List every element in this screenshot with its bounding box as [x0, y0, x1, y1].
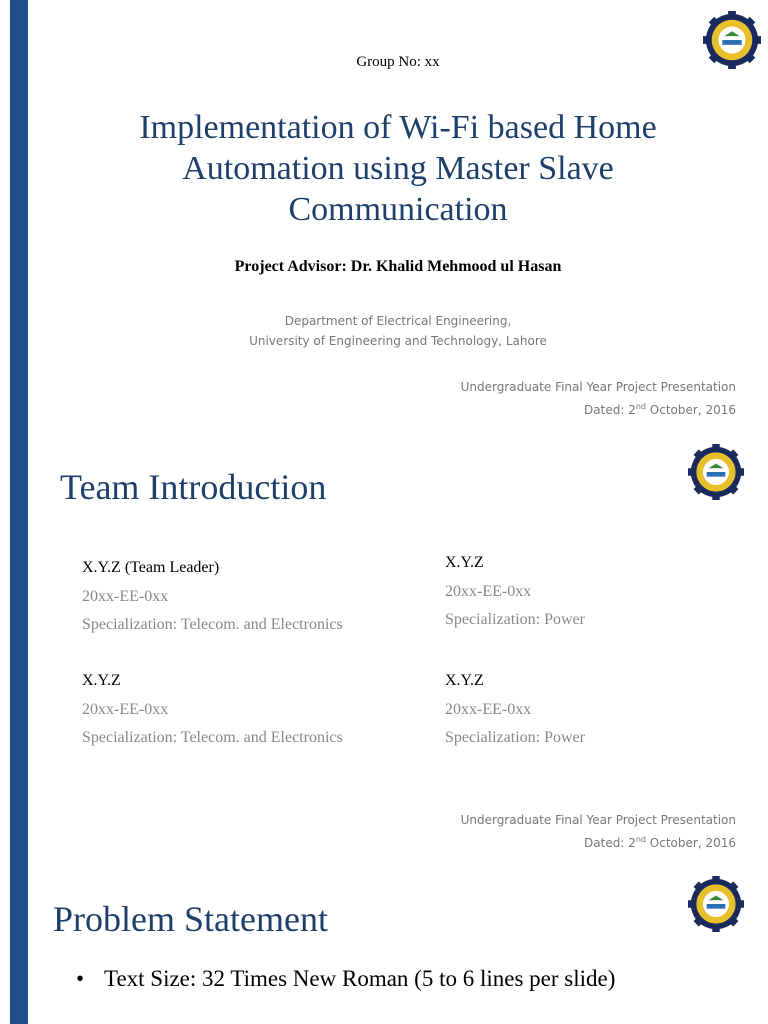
team-member-card — [82, 667, 343, 753]
member-specialization: Specialization: Power — [445, 729, 585, 746]
bullet-icon: • — [76, 966, 85, 991]
department-info — [28, 311, 768, 351]
bullet-item — [76, 966, 615, 992]
presentation-title — [28, 107, 768, 230]
member-specialization: Specialization: Telecom. and Electronics — [82, 729, 343, 746]
department-line: University of Engineering and Technology, Lahore — [249, 334, 547, 348]
university-seal-icon — [688, 876, 744, 932]
footer-event: Undergraduate Final Year Project Presentation — [460, 380, 736, 394]
member-specialization: Specialization: Telecom. and Electronics — [82, 616, 343, 633]
accent-bar — [10, 0, 28, 432]
footer-event: Undergraduate Final Year Project Presentation — [460, 813, 736, 827]
slide-title-page — [0, 0, 768, 432]
presentation-footer — [461, 811, 736, 853]
member-name: X.Y.Z — [445, 672, 484, 689]
slide-heading: Problem Statement — [53, 899, 328, 939]
accent-bar — [10, 432, 28, 864]
team-member-card — [445, 549, 585, 635]
title-line: Implementation of Wi-Fi based Home — [139, 109, 657, 146]
team-member-card — [82, 554, 343, 640]
member-roll-number: 20xx-EE-0xx — [82, 700, 169, 718]
department-line: Department of Electrical Engineering, — [284, 314, 512, 328]
footer-date: Dated: 2nd October, 2016 — [584, 402, 736, 417]
project-advisor: Project Advisor: Dr. Khalid Mehmood ul Hasan — [234, 258, 562, 275]
slide-heading: Team Introduction — [60, 467, 327, 507]
slide-problem-statement — [0, 864, 768, 1024]
member-specialization: Specialization: Power — [445, 611, 585, 628]
title-line: Communication — [288, 191, 508, 228]
presentation-footer — [461, 378, 736, 420]
member-roll-number: 20xx-EE-0xx — [445, 700, 532, 718]
title-line: Automation using Master Slave — [182, 150, 614, 187]
slide-team-introduction — [0, 432, 768, 864]
member-name: X.Y.Z (Team Leader) — [82, 559, 220, 576]
university-seal-icon — [688, 444, 744, 500]
footer-date: Dated: 2nd October, 2016 — [584, 835, 736, 850]
member-roll-number: 20xx-EE-0xx — [445, 582, 532, 600]
member-name: X.Y.Z — [82, 672, 121, 689]
member-name: X.Y.Z — [445, 554, 484, 571]
member-roll-number: 20xx-EE-0xx — [82, 587, 169, 605]
team-member-card — [445, 667, 585, 753]
group-number: Group No: xx — [356, 54, 440, 70]
bullet-text: Text Size: 32 Times New Roman (5 to 6 lines per slide) — [104, 966, 616, 991]
accent-bar — [10, 864, 28, 1024]
